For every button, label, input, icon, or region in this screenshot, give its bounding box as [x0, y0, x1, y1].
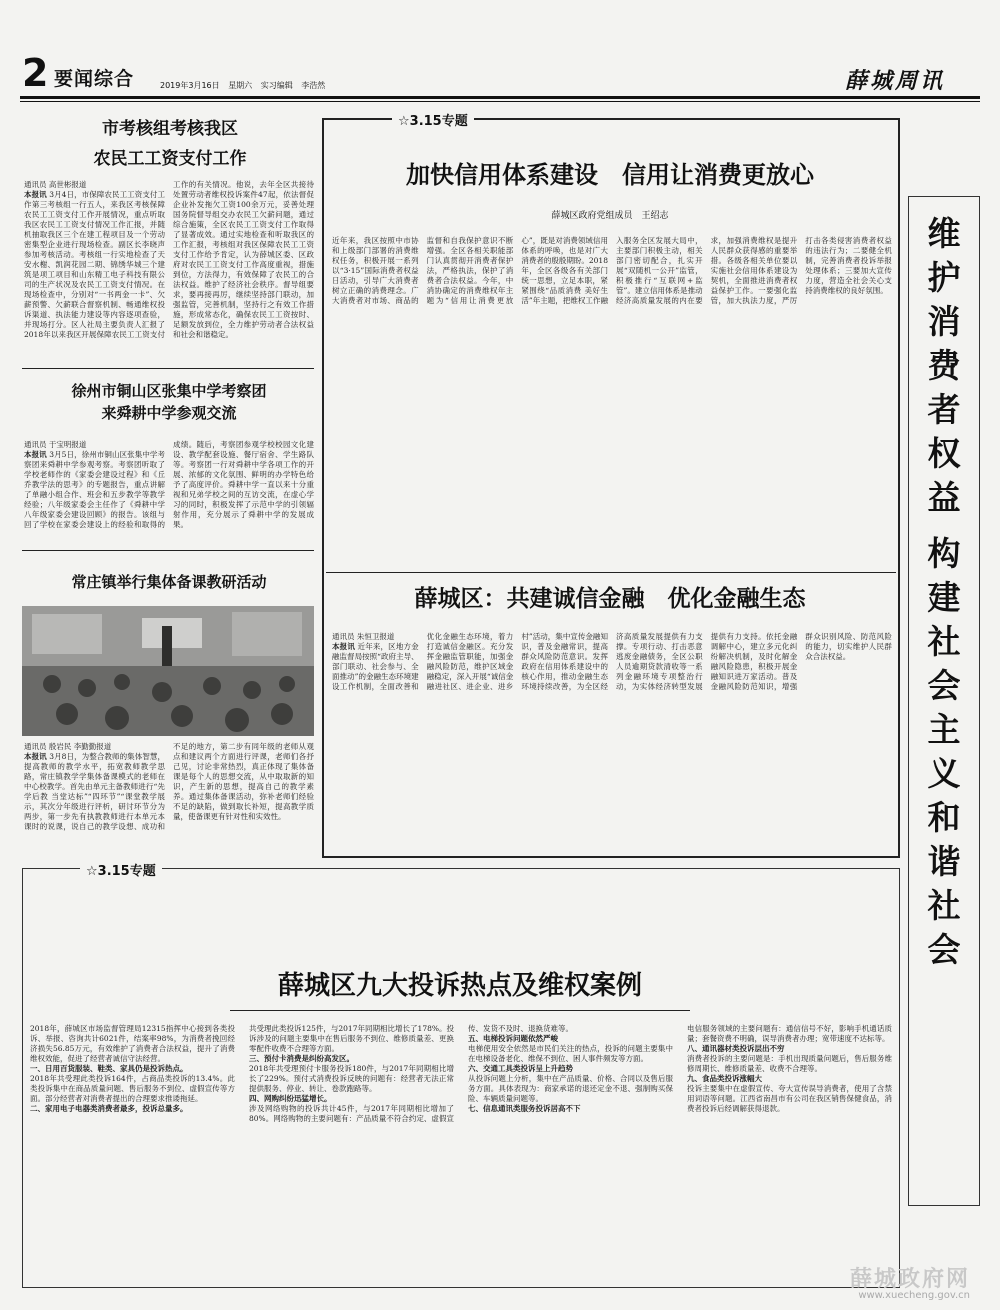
header-meta — [160, 80, 325, 91]
center-body-2 — [332, 632, 892, 850]
article-3-title: 常庄镇举行集体备课教研活动 — [71, 573, 267, 591]
article-2-title — [24, 380, 314, 424]
bottom-sub-1: 一、日用百货服装、鞋类、家具仍是投诉热点。 — [30, 1064, 188, 1073]
article-3-byline: 通讯员 殷岩民 李勤勤报道 — [24, 742, 112, 751]
slogan-column-1: 维护消费者权益 — [927, 214, 961, 517]
bottom-tag: ☆3.15专题 — [80, 860, 162, 879]
article-3-body — [24, 742, 314, 852]
watermark-url: www.xuecheng.gov.cn — [858, 1290, 970, 1301]
article-1-lead: 本报讯 — [24, 190, 47, 199]
classroom-photo-illustration — [22, 606, 314, 736]
bottom-sub-9: 九、食品类投诉涨幅大 — [687, 1074, 762, 1083]
center-title-1: 加快信用体系建设 信用让消费更放心 — [406, 161, 814, 189]
center-text-2: 近年来，区地方金融监督局按照“政府主导、部门联动、社会参与、全面推动”的金融生态环境建设工作机制，全面改善和优化金融生态环境，着力打造诚信金融区。充分发挥金融监管职能，加强金融风险防范，维护区域金融稳定，深入开展“诚信金融进社区、进企业、进乡村”活动，集中宣传金融知识，普及金融常识，提高群众风险防范意识。发挥政府在信用体系建设中的核心作用，推动金融生态环境持续改善，为全区经济高质量发展提供有力支撑。专项行动、打击恶意逃废金融债务，全区公职人员逾期贷款清收等一系列金融环境专项整治行动，为实体经济转型发展提供有力支持。依托金融调解中心，建立多元化纠纷解决机制，及时化解金融风险隐患，积极开展金融知识进万家活动。普及金融风险防范知识，增强群众识别风险、防范风险的能力，切实维护人民群众合法权益。 — [332, 632, 892, 691]
issue-date: 2019年3月16日 — [160, 81, 220, 90]
bottom-sub-3: 三、预付卡消费是纠纷高发区。 — [249, 1054, 354, 1063]
slogan-column-2: 构建社会主义和谐社会 — [927, 534, 961, 969]
page-number: 2 — [22, 51, 49, 95]
center-byline-2: 通讯员 朱恒卫报道 — [332, 632, 395, 641]
center-text-1: 近年来，我区按照中市协和上级部门部署的消费维权任务，积极开展一系列以“3·15”国际消费者权益日活动，引导广大消费者树立正确的消费理念。广大消费者对市场、商品的监督和自我保护意识不断增强。全区各相关职能部门认真贯彻开消费者保护法，严格执法，保护了消费者合法权益。今年，中消协确定的消费维权年主题为“信用让消费更放心”，既是对消费领域信用体系的呼唤，也是对广大消费者的殷殷期盼。2018年，全区各级各有关部门统一思想，立足本职，紧紧围绕“品质消费 美好生活”年主题，把维权工作融入服务全区发展大局中，主要部门积极主动，相关部门密切配合，扎实开展“双随机一公开”监管，积极推行“互联网+监管”。建立信用体系是推动经济高质量发展的内在要求，加强消费维权是提升人民群众获得感的重要举措。各级各相关单位要以实施社会信用体系建设为契机，全面推进消费者权益保护工作。一要强化监管，加大执法力度，严厉打击各类侵害消费者权益的违法行为；二要健全机制，完善消费者投诉举报处理体系；三要加大宣传力度，营造全社会关心支持消费维权的良好氛围。 — [332, 236, 892, 305]
article-2-lead: 本报讯 — [24, 450, 47, 459]
bottom-title-underline — [230, 1010, 690, 1011]
article-1-body — [24, 180, 314, 360]
header-rule-thin — [20, 101, 980, 102]
center-divider — [326, 572, 896, 573]
article-2-body — [24, 440, 314, 542]
divider-1 — [22, 368, 314, 369]
bottom-sub-6-text: 从投诉问题上分析，集中在产品质量、价格、合同以及售后服务方面。具体表现为：商家承诺的退还定金不退、强制购买保险、车辆质量问题等。 — [468, 1074, 673, 1103]
bottom-sub-1-text: 2018年共受理此类投诉164件，占商品类投诉的13.4%。此类投诉集中在商品质量问题、售后服务不到位、虚假宣传等方面。部分经营者对消费者提出的合理要求推诿拖延。 — [30, 1074, 235, 1103]
article-3-lead: 本报讯 — [24, 752, 47, 761]
bottom-sub-7: 七、信息通讯类服务投诉居高不下 — [468, 1104, 581, 1113]
newspaper-brand: 薛城周讯 — [844, 68, 945, 94]
center-body-1 — [332, 236, 892, 564]
watermark-site: 薛城政府网 — [849, 1267, 970, 1292]
bottom-sub-7-text: 电信服务领域的主要问题有：通信信号不好，影响手机通话质量；套餐资费不明确，误导消费者办理；宽带速度不达标等。 — [687, 1024, 892, 1043]
header-rule — [20, 96, 980, 99]
bottom-sub-8: 八、通讯器材类投诉层出不穷 — [687, 1044, 785, 1053]
issue-weekday: 星期六 — [228, 81, 253, 90]
center-author-1: 薛城区政府党组成员 王绍志 — [551, 211, 669, 221]
article-1-title-line2: 农民工工资支付工作 — [93, 149, 247, 169]
bottom-sub-6: 六、交通工具类投诉呈上升趋势 — [468, 1064, 573, 1073]
article-3-photo — [22, 606, 314, 736]
article-2-text: 3月5日，徐州市铜山区张集中学考察团来舜耕中学参观考察。考察团听取了学校老师作的《家委会建设过程》和《丘乔教学法的思考》的专题报告，重点讲解了单融小组合作、班会和五步教学等教学经验；八年级家委会主任作了《舜耕中学八年级家委会建设回顾》的报告。该组与回了学校在家委会建设上的经验和取得的成绩。随后，考察团参观学校校园文化建设、教学配套设施、餐厅宿舍、学生路队等。考察团一行对舜耕中学各项工作的开展、浓郁的文化氛围、鲜明的办学特色给予了高度评价。舜耕中学一直以来十分重视和兄弟学校之间的互访交流，在虚心学习的同时，积极发挥了示范中学的引领辐射作用，充分展示了舜耕中学的发展成果。 — [24, 440, 314, 529]
article-1-title-line1: 市考核组考核我区 — [102, 119, 238, 139]
article-2-title-line1: 徐州市铜山区张集中学考察团 — [71, 382, 267, 400]
bottom-body — [30, 1024, 892, 1282]
bottom-sub-9-text: 投诉主要集中在虚假宣传、夸大宣传误导消费者，使用了含禁用词语等问题。江西省南昌市有公司在我区销售保健食品，消费者投诉后经调解获得退款。 — [687, 1084, 892, 1113]
section-title: 要闻综合 — [54, 68, 135, 90]
bottom-sub-8-text: 消费者投诉的主要问题是：手机出现质量问题后，售后服务维修周期长、维修质量差、收费不合理等。 — [687, 1054, 892, 1073]
bottom-sub-2-text: 共受理此类投诉125件，与2017年同期相比增长了178%。投诉涉及的问题主要集中在售后服务不到位、维修质量差、更换零配件收费不合理等方面。 — [249, 1024, 454, 1053]
center-tag: ☆3.15专题 — [392, 110, 474, 129]
article-2-title-line2: 来舜耕中学参观交流 — [101, 404, 237, 422]
bottom-intro: 2018年，薛城区市场监督管理局12315指挥中心接到各类投诉、举报、咨询共计6021件，结案率98%，为消费者挽回经济损失56.85万元，有效维护了消费者合法权益，提升了消费维权效能，促进了经营者诚信守法经营。 — [30, 1024, 235, 1063]
article-2-byline: 通讯员 于宝明报道 — [24, 440, 87, 449]
bottom-sub-3-text: 2018年共受理预付卡服务投诉180件，与2017年同期相比增长了229%。预付式消费投诉反映的问题有：经营者无法正常提供服务、停业、转让、卷款跑路等。 — [249, 1064, 454, 1093]
editor-name: 李浩然 — [301, 81, 326, 90]
bottom-title: 薛城区九大投诉热点及维权案例 — [277, 971, 642, 1001]
bottom-sub-5-text: 电梯使用安全依然是市民们关注的热点，投诉的问题主要集中在电梯设备老化、维保不到位、困人事件频发等方面。 — [468, 1044, 673, 1063]
divider-2 — [22, 550, 314, 551]
bottom-sub-2: 二、家用电子电器类消费者最多，投诉总量多。 — [30, 1104, 188, 1113]
article-3-text: 3月8日，为整合教师的集体智慧，提高教师的教学水平，拓宽教师教学思路，常庄镇教学学集体备课模式的老师在中心校教学。首先由单元主备教师进行“先学后教 当堂达标”“四环节”“课堂教学展示，其次分年级进行评析，研讨环节分为两步，第一步先有执教教师进行本单元本课时的说课，说自己的教学设想、成功和不足的地方，第二步有同年级的老师从观点和建议两个方面进行评课，老师们各抒己见，讨论非常热烈，真正体现了集体备课是每个人的思想交流，从中取取新的知识，产生新的思想，提高自己的教学素养。通过集体备课活动，弥补老师们经验不足的缺陷，做到取长补短，提高教学质量，使备课更有针对性和实效性。 — [24, 742, 314, 831]
article-1-byline: 通讯员 高世彬报道 — [24, 180, 87, 189]
center-title-2: 薛城区：共建诚信金融 优化金融生态 — [414, 586, 806, 612]
article-1-title — [40, 118, 300, 170]
bottom-sub-4: 四、网购纠纷迅猛增长。 — [249, 1094, 332, 1103]
center-lead-2: 本报讯 — [332, 642, 355, 651]
bottom-sub-5: 五、电梯投诉问题依然严峻 — [468, 1034, 558, 1043]
bottom-sub-4-text: 涉及网络购物的投诉共计45件，与2017年同期相比增加了80%。网络购物的主要问题有：产品质量不符合约定、虚假宣传、发货不及时、退换货难等。 — [249, 1024, 573, 1123]
article-1-text: 3月4日，市保障农民工工资支付工作第三考核组一行五人，来我区考核保障农民工工资支付工作开展情况，重点听取我区农民工工资支付情况工作汇报，并随机抽取我区三个在建工程项目及一个劳动密集型企业进行现场检查。副区长李晓声参加考核活动。考核组一行实地检查了天安水榭、凯润花园二期、锦绣华城三个建筑是项工项目和山东精工电子科技有限公司的生产状况及农民工工资支付情况。在现场检查中，分别对“一书两金一卡”、欠薪预警、欠薪联合督察机制、畅通维权投诉渠道、执法能力建设等内容逐项查验，并现场打分。区人社局主要负责人汇报了2018年以来我区开展保障农民工工资支付工作的有关情况。他说，去年全区共接待处置劳动者维权投诉案件47起，依法督促企业补发拖欠工资100余万元，妥善处理国务院督导组交办农民工欠薪问题，通过综合施策，全区农民工工资支付工作取得了显著成效。通过实地检查和听取我区的工作汇报，考核组对我区保障农民工工资支付工作给予肯定，认为薛城区委、区政府对农民工工资支付工作高度重视，措施到位，方法得力，有效保障了农民工的合法权益。维护了经济社会秩序。督导组要求，要再接再厉，继续坚持部门联动，加强监管，完善机制，坚持行之有效工作措施，形成常态化，确保农民工工资按时、足额发放到位，全力维护劳动者合法权益和社会和谐稳定。 — [24, 180, 314, 339]
editor-label: 实习编辑 — [260, 81, 293, 90]
